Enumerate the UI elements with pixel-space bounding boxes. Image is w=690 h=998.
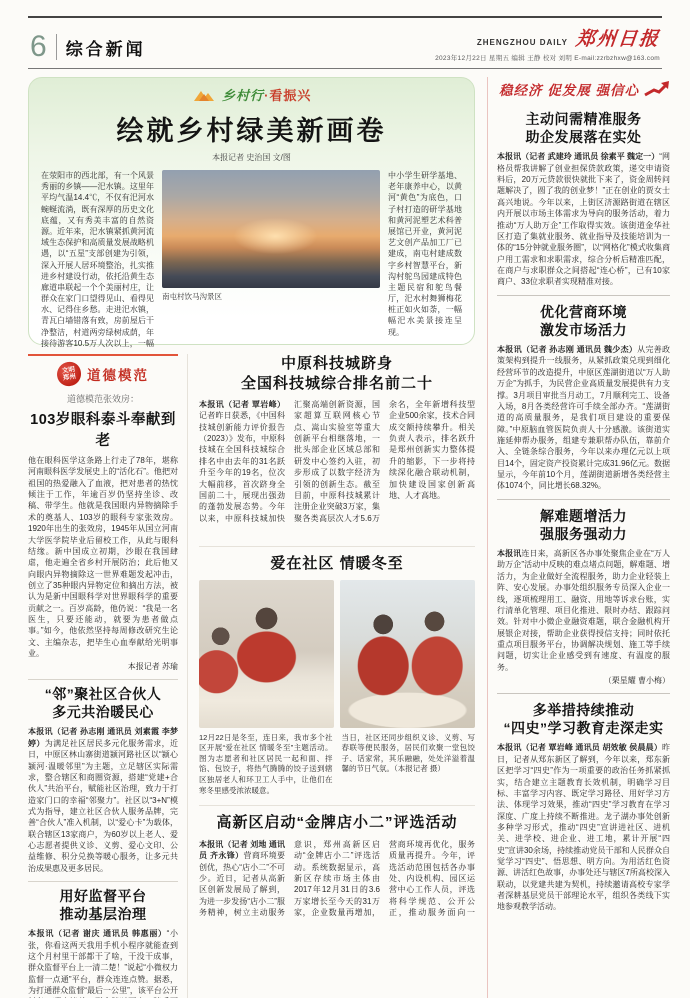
right-article-3-headline-1: 解难题增活力 — [540, 507, 627, 524]
gold-medal-headline: 高新区启动“金牌店小二”评选活动 — [216, 814, 458, 832]
community-service-photo — [340, 580, 475, 728]
photo-caption: 南屯村饮马沟景区 — [162, 292, 222, 301]
feature-body-left: 在荥阳市的西北部，有一个风景秀丽的乡镇——汜水镇。这里年平均气温14.4℃，不仅有汜河水蜿蜒流淌，既有深厚的历史文化底蕴，又有秀美丰富的自然资源。近年来，汜水镇紧抓黄河流域生态保护和高质量发展战略机遇，以“五星”支部创建为引领，深入开展人居环境整治，扎实推进乡村建设行动，依托沿黄生态廊道串联起一个个美丽村庄，让群众在家门口望得见山、看得见水、记得住乡愁。走进汜水镇，青瓦白墙错落有致，房前屋后干净整洁，村道两旁绿树成荫，年接待游客10.5万人次以上，一幅 — [41, 171, 154, 348]
right-article-3 — [497, 499, 670, 686]
right-article-2-headline-2: 激发市场活力 — [540, 321, 627, 338]
newspaper-logo: 郑州日报 — [574, 28, 661, 50]
right-article-2 — [497, 295, 670, 492]
right-article-1-headline-1: 主动问需精准服务 — [525, 111, 642, 127]
feature-badge-text-1: 乡村行 — [222, 88, 265, 103]
feature-badge — [41, 88, 462, 104]
civilized-zhengzhou-seal-icon: 文明 郑州 — [55, 360, 82, 387]
header-bottom-rule — [28, 68, 662, 69]
feature-headline: 绘就乡村绿美新画卷 — [116, 116, 387, 146]
supervision-headline-2: 推动基层治理 — [59, 905, 147, 922]
right-article-2-headline-1: 优化营商环境 — [540, 303, 627, 320]
mountain-icon — [192, 89, 216, 102]
right-article-4-headline-2: “四史”学习教育走深走实 — [503, 720, 664, 737]
morality-headline: 103岁眼科泰斗奉献到老 — [30, 412, 176, 449]
morality-signature: 本报记者 苏瑜 — [127, 662, 178, 672]
right-article-3-headline-2: 强服务强动力 — [540, 525, 627, 542]
winter-solstice-article — [199, 546, 475, 796]
economy-banner-text: 稳经济 促发展 强信心 — [499, 83, 640, 98]
morality-kicker: 道德模范张效房： — [66, 394, 139, 404]
masthead-english: ZHENGZHOU DAILY — [476, 38, 568, 47]
winter-caption-left: 12月22日是冬至，连日来，我市多个社区开展“爱在社区 情暖冬至”主题活动。图为志愿者和社区居民一起和面、拌馅、包饺子，将热气腾腾的饺子送到辖区独居老人和环卫工人手中，让他们在寒冬里感受浓浓暖意。 — [199, 732, 333, 795]
header-top-rule — [28, 16, 662, 18]
gold-medal-article — [199, 805, 475, 925]
economy-banner — [497, 77, 670, 103]
feature-badge-text-2: ·看振兴 — [264, 88, 312, 103]
feature-article — [28, 77, 475, 348]
morality-article — [28, 354, 178, 672]
neighbor-headline-1: “邻”聚社区合伙人 — [44, 686, 162, 703]
middle-column — [199, 354, 475, 998]
header-divider — [56, 34, 57, 60]
right-article-3-signature: （栗星耀 曹小梅） — [603, 676, 671, 686]
winter-headline: 爱在社区 情暖冬至 — [270, 555, 404, 572]
left-column — [28, 354, 188, 998]
sunset-photo — [162, 170, 380, 288]
rising-arrow-icon — [644, 81, 670, 97]
right-article-3-body: 本报讯连日来，高新区各办事处聚焦企业在“万人助万企”活动中反映的难点堵点问题，解难题、增活力，为企业做好全流程服务，助力企业轻装上阵、安心发展。办事处组织服务专员深入企业一线，逐项梳理用工、融资、用地等诉求台账，实行清单化管理、项目化推进、限时办结、跟踪问效。针对中小微企业融资难题，联合金融机构开展银企对接，帮助企业获得授信支持；同时依托重点项目服务平台，协调解决规划、施工等手续问题，切实让企业感受到有速度、有温度的服务。 — [497, 549, 671, 672]
right-article-4 — [497, 693, 670, 913]
tech-city-headline-1: 中原科技城跻身 — [280, 355, 393, 372]
dateline: 2023年12月22日 星期五 编辑 王静 校对 刘明 E-mail:zzrbzhxw@163.com — [435, 55, 660, 62]
tech-city-body: 本报讯（记者 覃岩峰）记者昨日获悉，《中国科技城创新能力评价报告（2023）》发布，中原科技城在全国科技城综合排名中由去年的31名跃升至今年的19名，位次大幅前移，首次跻身全国前二十，展现出强劲的蓬勃发展态势。今年以来，中原科技城加快汇聚高端创新资源，国家超算互联网核心节点、嵩山实验室等重大创新平台相继落地，一批头部企业区域总部和研发中心签约入驻，初步形成了以数字经济为引领的创新生态。截至目前，中原科技城累计注册企业突破3万家，集聚各类高层次人才5.6万余名，全年新增科技型企业500余家，技术合同成交额持续攀升。相关负责人表示，排名跃升是郑州创新实力整体提升的缩影，下一步将持续深化融合联动机制，加快建设国家创新高地、人才高地。 — [199, 400, 475, 523]
morality-body: 他在眼科医学这条路上行走了78年，堪称河南眼科医学发展史上的“活化石”。他把对祖国的热爱融入了血液，把对患者的热忱倾注于工作，年逾百岁仍坚持坐诊、改稿、带学生。他就是我国眼内异物摘除手术的奠基人、103岁的眼科专家张效房。1920年出生的张效房，1945年从国立河南大学医学院毕业后留校工作，从此与眼科结缘。新中国成立初期，沙眼在我国肆虐，他走遍全省乡村开展防治；此后他又向眼内异物摘除这一世界难题发起冲击，创立了35种眼内异物定位和摘出方法，被认为是新中国眼科学对世界眼科学的重要贡献之一。百岁高龄，他仍说：“我是一名医生，只要还能动，就要为患者做点事。”如今，他依然坚持每周修改研究生论文、主编杂志，把毕生心血奉献给光明事业。 — [28, 456, 178, 659]
right-article-1-body: 本报讯（记者 武建玲 通讯员 徐素平 魏定一）“网格员帮我讲解了创业担保贷款政策，递交申请资料后，20万元贷款很快就批下来了，资金周转问题解决了，圆了我的创业梦！”正在创业的贾女士高兴地说。今年以来，上街区济源路街道在辖区内开展以市场主体需求为导向的服务活动，着力推动“万人助万企”工作取得实效。该街道金华社区打造了集就业服务、就业指导及技能培训为一体的“15分钟就业服务圈”，以“网格化”模式收集商户用工需求和求职需求，综合分析后精准匹配，在商户与求职群众之间搭起“连心桥”，已有10家商户、33位求职者实现精准对接。 — [497, 152, 671, 287]
winter-caption-right: 当日，社区还同步组织义诊、义剪、写春联等便民服务，居民们欢聚一堂包饺子、话家常，其乐融融，处处洋溢着温馨的节日气氛。（本报记者 摄） — [341, 732, 475, 774]
right-article-1 — [497, 103, 670, 288]
right-article-2-body: 本报讯（记者 孙志刚 通讯员 魏少杰）从完善政策架构到提升一线服务，从紧抓政策兑现到细化经营环节的改造提升，中原区莲湖街道以“万人助万企”为抓手，为民营企业高质量发展提供有力支撑。3月项目审批当月动工，7月顺利完工、设备入场，8月各类经营许可手续全部办齐。“莲湖街道的高质量服务，是我们项目建设的重要保障。”中原脑血管医院负责人十分感激。该街道实施延伸帮办服务，组建专兼职帮办队伍，靠前介入、全链条综合服务，今年以来办理亿元以上项目14个，固定资产投资累计完成31.96亿元。数据显示，今年前10个月，莲湖街道新增各类经营主体1074个，同比增长68.32%。 — [497, 345, 671, 491]
gold-medal-body: 本报讯（记者 刘地 通讯员 齐永锋）营商环境要创优，热心“店小二”不可少。近日，记者从高新区创新发展局了解到，为进一步发扬“店小二”服务精神，树立主动服务意识，郑州高新区启动“金牌店小二”评选活动。系统数据显示，高新区存续市场主体由2017年12月31日的3.6万家增长至今天的31万家，企业数量再增加，营商环境再优化，服务质量再提升。今年，评选活动范围包括各办事处、内设机构、园区运营中心工作人员，评选将科学规范、公开公正，推动服务面向一 — [199, 839, 475, 917]
page-number: 6 — [30, 30, 47, 63]
feature-figure — [162, 170, 380, 348]
morality-badge-label: 道德模范 — [87, 368, 149, 383]
right-article-1-headline-2: 助企发展落在实处 — [525, 129, 642, 146]
neighbor-headline-2: 多元共治暖民心 — [52, 703, 154, 720]
right-article-4-headline-1: 多举措持续推动 — [532, 702, 635, 719]
dumpling-making-photo — [199, 580, 334, 728]
supervision-headline-1: 用好监督平台 — [59, 888, 147, 905]
section-title: 综合新闻 — [65, 39, 146, 59]
neighbor-article — [28, 679, 178, 874]
neighbor-body: 本报讯（记者 孙志刚 通讯员 刘素霞 李梦婷）为满足社区居民多元化服务需求，近日，中原区林山寨街道颍河路社区以“颍心颍河·温暖邻里”为主题，立足辖区实际需求，整合辖区和商圈资源，搭建“党建+合伙人”共治平台，赋能社区治理，致力于打造家门口的幸福“邻聚力”。社区以“3+N”模式为指导，建立社区合伙人服务品牌，完善“合伙人”准入机制，以“爱心卡”为载体，联合辖区13家商户，为60岁以上老人、爱心志愿者提供义诊、义剪、爱心文印、公益维修、积分兑换等暖心服务，让多元共治成果惠及更多居民。 — [28, 727, 179, 873]
tech-city-article — [199, 354, 475, 537]
right-column — [487, 77, 670, 998]
tech-city-headline-2: 全国科技城综合排名前二十 — [240, 374, 433, 392]
supervision-body: 本报讯（记者 谢庆 通讯员 韩惠丽）“小张，你看这两天我用手机小程序就能查到这个月村里干部都干了啥，干没干成事，群众监督平台上一清二楚！”说起“小微权力监督一点通”平台，群众连连点赞。据悉，为打通群众监督“最后一公里”，该平台公开 — [28, 929, 179, 995]
supervision-article — [28, 881, 178, 998]
feature-body-right: 中小学生研学基地、老年康养中心，以黄河“黄色”为底色，口子村打造的研学基地和黄河泥塑艺术科普展馆已开业，黄河泥艺文创产品加工厂已建成，南屯村建成数字乡村智慧平台，新沟村鸵鸟园建成特色主题民宿和鸵鸟餐厅，汜水村舞狮梅花桩正如火如荼，一幅幅汜水美景接连呈现。 — [388, 171, 462, 337]
page-header — [28, 16, 662, 69]
feature-byline: 本报记者 史治国 文/图 — [212, 153, 291, 162]
right-article-4-body: 本报讯（记者 覃岩峰 通讯员 胡效敏 侯晨晨）昨日，记者从郑东新区了解到，今年以来，郑东新区把学习“四史”作为一项重要的政治任务抓紧抓实，结合建立主题教育长效机制，明确学习目标、丰富学习内容、既定学习路径、用好学习方法、体现学习效果，推动“四史”学习教育在学习深度、广度上持续不断推进。龙子湖办事处创新多种学习形式，推动“四史”宣讲进社区、进机关、进学校、进企业、进工地，累计开展“四史”宣讲30余场，持续推动党员干部和人民群众自觉学习“四史”、悟思想、明方向。为用活红色资源、讲活红色故事，办事处还与辖区7所高校深入联动，以党建共建为契机，持续邀请高校专家学者深耕基层党员干部理论水平，组织各类线下实地参观教学活动。 — [497, 743, 671, 912]
